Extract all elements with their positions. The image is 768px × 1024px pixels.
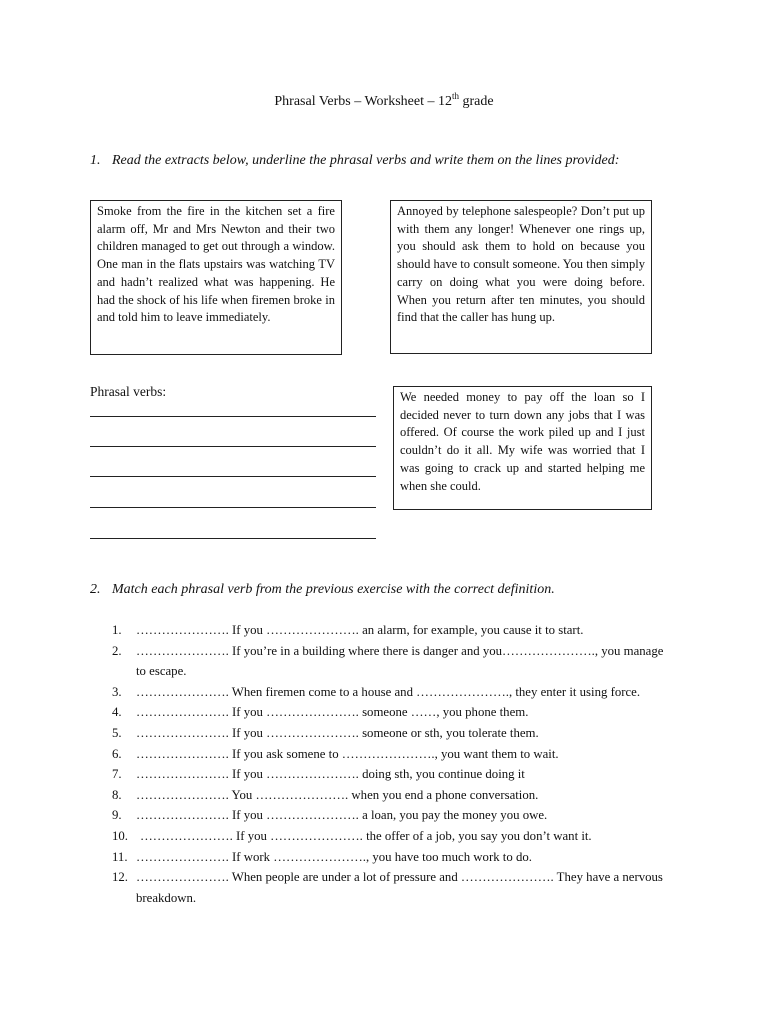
item-text: …………………. If you …………………. an alarm, for example, you cause it to start. bbox=[136, 623, 584, 637]
extract-box-3 bbox=[393, 386, 652, 510]
item-number: 5. bbox=[112, 725, 122, 740]
item-text: …………………. If you …………………. the offer of a job, you say you don’t want it. bbox=[140, 828, 592, 843]
extract-text-2: Annoyed by telephone salespeople? Don’t put up with them any longer! Whenever one rings up, you should ask them to hold on because you should have to consult someone. You then simply carry on doing what you were doing before. When you return after ten minutes, you should find that the caller has hung up. bbox=[397, 204, 645, 325]
section1-instruction-text: Read the extracts below, underline the phrasal verbs and write them on the lines provided: bbox=[112, 153, 620, 168]
item-number: 3. bbox=[112, 684, 122, 699]
list-item bbox=[112, 702, 672, 723]
extract-text-1: Smoke from the fire in the kitchen set a fire alarm off, Mr and Mrs Newton and their two children managed to get out through a window. One man in the flats upstairs was watching TV and hadn’t realized what was happening. He had the shock of his life when firemen broke in and told him to leave immediately. bbox=[97, 204, 335, 325]
list-item bbox=[112, 641, 672, 682]
list-item bbox=[112, 744, 672, 765]
extract-text-3: We needed money to pay off the loan so I decided never to turn down any jobs that I was offered. Of course the work piled up and I just couldn’t do it all. My wife was worried that I was going to crack up and started helping me when she could. bbox=[400, 390, 645, 493]
item-number: 7. bbox=[112, 767, 122, 782]
list-item bbox=[112, 764, 672, 785]
title-superscript: th bbox=[452, 91, 460, 101]
item-text: …………………. If you ask somene to …………………., you want them to wait. bbox=[136, 746, 559, 761]
item-text: …………………. If you …………………. someone ……, you phone them. bbox=[136, 705, 529, 720]
item-number: 10. bbox=[112, 828, 128, 843]
item-number: 6. bbox=[112, 746, 122, 761]
item-text: …………………. If you …………………. someone or sth, you tolerate them. bbox=[136, 725, 539, 740]
answer-line[interactable] bbox=[90, 538, 376, 539]
answer-line[interactable] bbox=[90, 476, 376, 477]
section2-instruction bbox=[90, 582, 555, 598]
list-item bbox=[112, 847, 672, 868]
item-number: 12. bbox=[112, 870, 128, 885]
list-item bbox=[112, 723, 672, 744]
item-text: …………………. If you …………………. doing sth, you continue doing it bbox=[136, 767, 525, 782]
item-text: …………………. If you’re in a building where there is danger and you…………………., you manage to escape. bbox=[136, 643, 664, 679]
list-item bbox=[112, 867, 672, 908]
item-number: 4. bbox=[112, 705, 122, 720]
list-item bbox=[112, 805, 672, 826]
item-number: 9. bbox=[112, 808, 122, 823]
phrasal-verbs-label: Phrasal verbs: bbox=[90, 384, 167, 399]
item-text: …………………. If you …………………. a loan, you pay the money you owe. bbox=[136, 808, 548, 823]
extract-box-2 bbox=[390, 200, 652, 354]
answer-line[interactable] bbox=[90, 507, 376, 508]
item-text: …………………. If work …………………., you have too much work to do. bbox=[136, 849, 532, 864]
list-item bbox=[112, 826, 672, 847]
section2-instruction-text: Match each phrasal verb from the previous exercise with the correct definition. bbox=[112, 582, 555, 597]
list-item bbox=[112, 785, 672, 806]
item-text: …………………. When firemen come to a house and …………………., they enter it using force. bbox=[136, 684, 641, 699]
item-text: …………………. When people are under a lot of pressure and …………………. They have a nervous breakdown. bbox=[136, 870, 663, 905]
item-text: …………………. You …………………. when you end a phone conversation. bbox=[136, 787, 539, 802]
item-number: 8. bbox=[112, 787, 122, 802]
section2-number: 2. bbox=[90, 582, 101, 597]
section1-number: 1. bbox=[90, 153, 101, 168]
title-tail: grade bbox=[459, 94, 494, 109]
answer-line[interactable] bbox=[90, 446, 376, 447]
answer-line[interactable] bbox=[90, 416, 376, 417]
item-number: 11. bbox=[112, 849, 128, 864]
list-item bbox=[112, 620, 672, 641]
page-title bbox=[0, 91, 768, 110]
definition-list bbox=[112, 620, 672, 908]
extract-box-1 bbox=[90, 200, 342, 355]
item-number: 1. bbox=[112, 623, 122, 637]
title-main: Phrasal Verbs – Worksheet – 12 bbox=[274, 94, 452, 109]
item-number: 2. bbox=[112, 643, 122, 658]
section1-instruction bbox=[90, 153, 619, 169]
list-item bbox=[112, 682, 672, 703]
